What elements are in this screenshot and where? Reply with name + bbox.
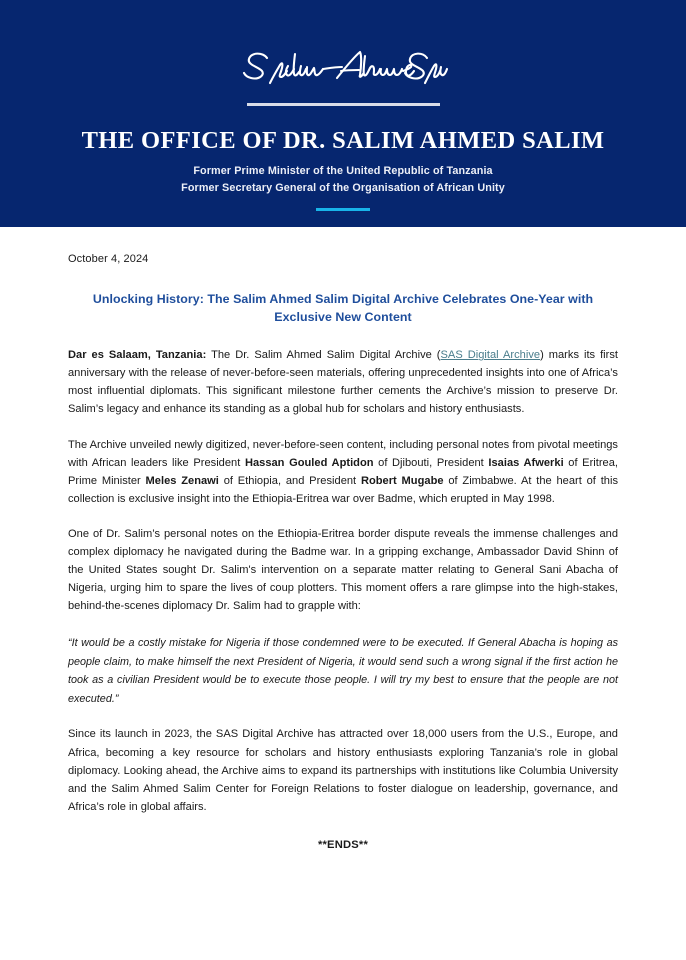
- paragraph-dateline: [68, 346, 618, 418]
- paragraph-2-seg-3: of Eritrea, Prime Minister: [68, 456, 619, 487]
- signature-wrap: [0, 0, 686, 96]
- paragraph-archive-growth: Since its launch in 2023, the SAS Digital Archive has attracted over 18,000 users from the U.S., Europe, and Africa, becoming a key resource for scholars and history enthusiasts exploring Tanzania’s role in global diplomacy. Looking ahead, the Archive aims to expand its partnerships with institutions like Columbia University and the Salim Ahmed Salim Center for Foreign Relations to foster dialogue on leadership, governance, and Africa’s role in global affairs.: [68, 728, 618, 813]
- office-title: THE OFFICE OF DR. SALIM AHMED SALIM: [81, 127, 605, 154]
- leader-name-hassan-gouled-aptidon: Hassan Gouled Aptidon: [244, 456, 374, 469]
- paragraph-border-dispute: One of Dr. Salim’s personal notes on the Ethiopia-Eritrea border dispute reveals the immense challenges and complex diplomacy he navigated during the Badme war. In a gripping exchange, Ambassador David Shinn of the United States sought Dr. Salim's intervention on a separate matter relating to General Sani Abacha of Nigeria, urging him to spare the lives of coup plotters. This moment offers a rare glimpse into the high-stakes, behind-the-scenes diplomacy Dr. Salim had to grapple with:: [68, 527, 618, 613]
- leader-name-meles-zenawi: Meles Zenawi: [145, 474, 219, 487]
- sas-digital-archive-link[interactable]: SAS Digital Archive: [440, 349, 541, 362]
- accent-divider: [316, 208, 370, 211]
- page-title: Unlocking History: The Salim Ahmed Salim Digital Archive Celebrates One-Year with Exclusive New Content: [92, 292, 594, 324]
- paragraph-1-text-before-link: The Dr. Salim Ahmed Salim Digital Archive (: [206, 349, 441, 362]
- signature-divider: [247, 103, 440, 106]
- release-date: October 4, 2024: [68, 253, 149, 265]
- paragraph-leaders: [68, 436, 618, 508]
- office-subtitle-line-1: Former Prime Minister of the United Republic of Tanzania: [193, 164, 493, 177]
- paragraph-2-seg-5: of Zimbabwe. At the heart of this collection is exclusive insight into the Ethiopia-Eritrea war over Badme, which erupted in May 1998.: [68, 474, 619, 505]
- leader-name-isaias-afwerki: Isaias Afwerki: [488, 456, 564, 469]
- dateline-label: Dar es Salaam, Tanzania:: [68, 349, 207, 362]
- ends-marker: **ENDS**: [317, 838, 369, 851]
- office-subtitle: [0, 163, 686, 196]
- leader-name-robert-mugabe: Robert Mugabe: [360, 474, 444, 487]
- paragraph-2-seg-4: of Ethiopia, and President: [218, 474, 361, 487]
- handwritten-signature-icon: [237, 44, 449, 90]
- paragraph-2-seg-2: of Djibouti, President: [373, 456, 489, 469]
- pull-quote: “It would be a costly mistake for Nigeria if those condemned were to be executed. If General Abacha is hoping as people claim, to make himself the next President of Nigeria, it would send such a wrong signal if the first action he took as a civilian President would be to execute those people. I will try my best to ensure that the people are not executed.”: [68, 637, 618, 705]
- letterhead-banner: [0, 0, 686, 227]
- office-subtitle-line-2: Former Secretary General of the Organisation of African Unity: [181, 181, 505, 194]
- paragraph-2-seg-1: The Archive unveiled newly digitized, never-before-seen content, including personal notes from pivotal meetings with African leaders like President: [68, 438, 618, 469]
- press-release-body: [0, 253, 686, 851]
- paragraph-1-text-after-link: ) marks its first anniversary with the release of never-before-seen materials, offering unprecedented insights into one of Africa’s most influential diplomats. This significant milestone further cements the Archive’s mission to preserve Dr. Salim’s legacy and enhance its standing as a global hub for scholars and history enthusiasts.: [68, 349, 619, 416]
